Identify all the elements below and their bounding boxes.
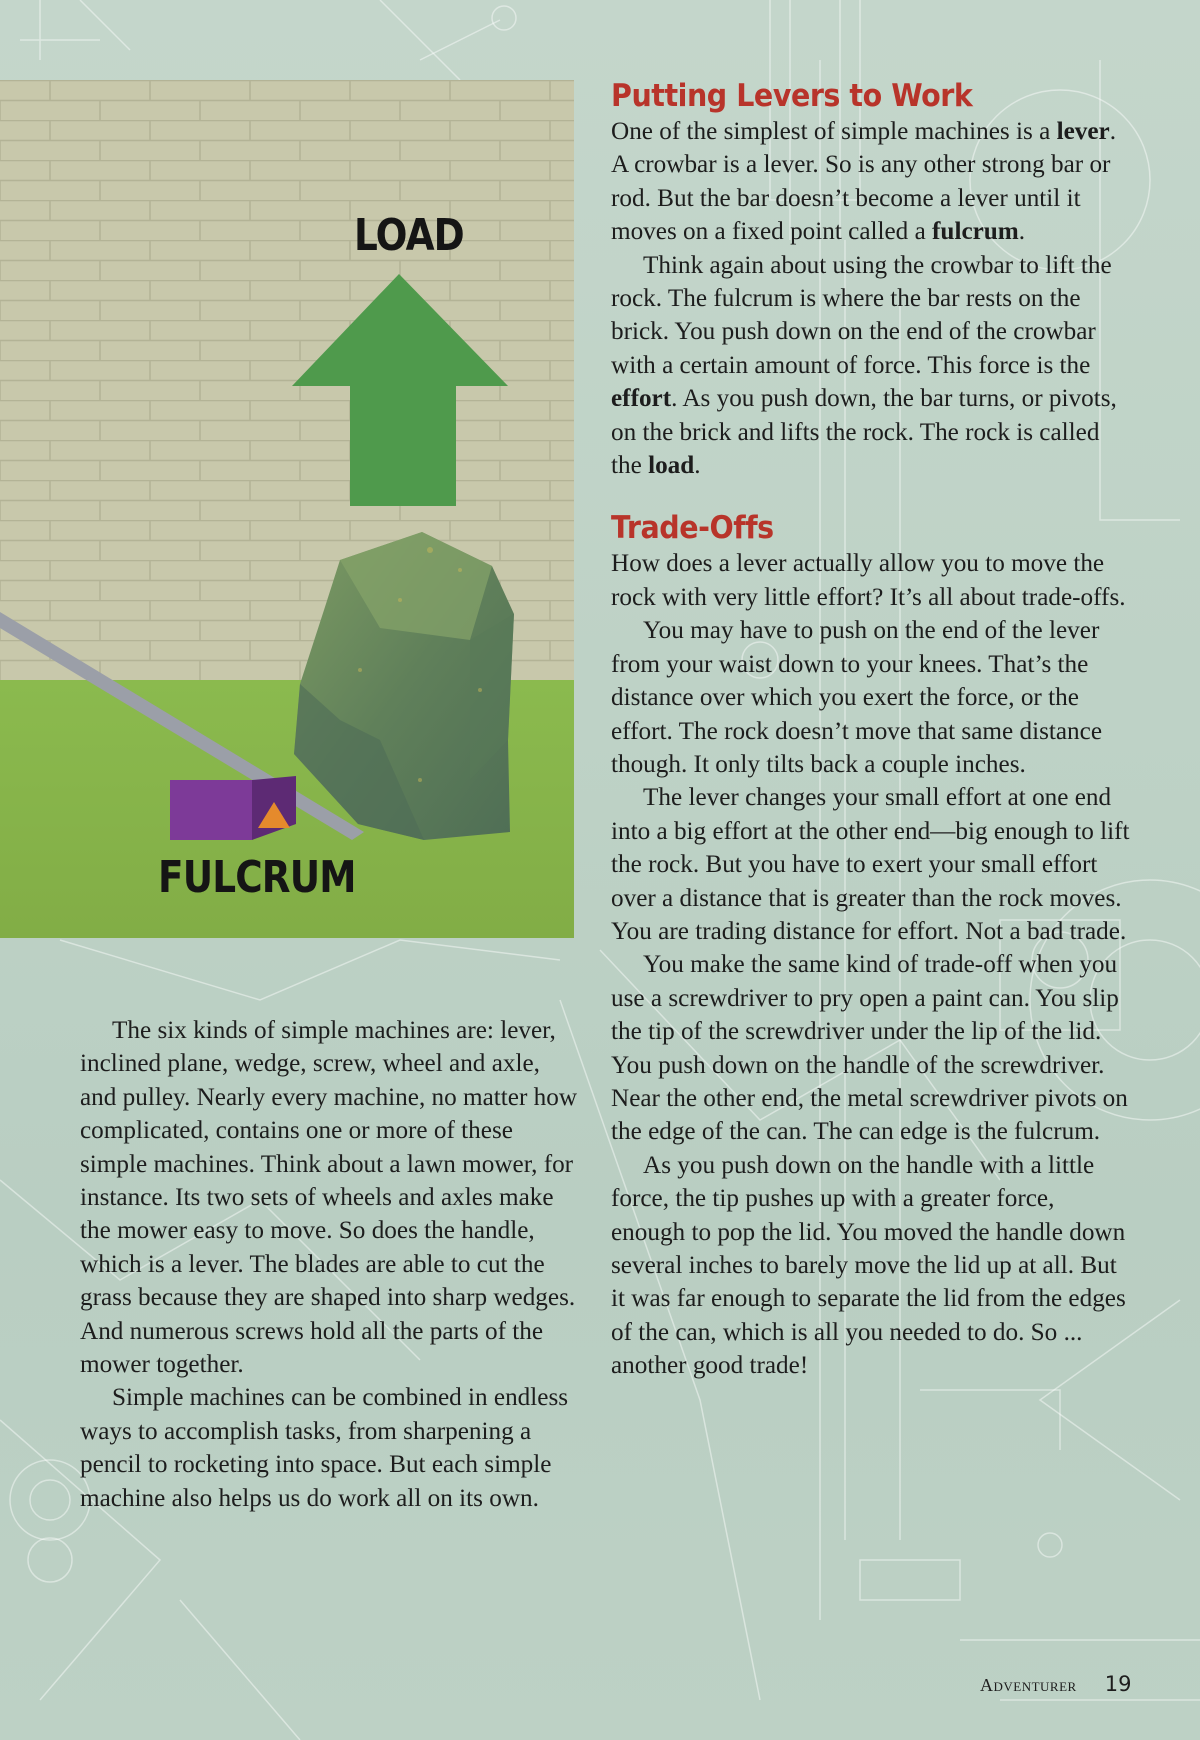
load-label: LOAD [354,210,464,261]
paragraph: Think again about using the crowbar to lift the rock. The fulcrum is where the bar rests on the brick. You push down on the end of the crowbar with a certain amount of force. This force is the effort. As you push down, the bar turns, or pivots, on the brick and lifts the rock. The rock is called the load. [611,251,1117,480]
term-load: load [648,452,695,480]
paragraph: Simple machines can be combined in endless ways to accomplish tasks, from sharpening a pencil to rocketing into space. But each simple machine also helps us do work all on its own. [80,1384,569,1512]
paragraph: How does a lever actually allow you to move the rock with very little effort? It’s all about trade-offs. [611,550,1126,611]
fulcrum-label: FULCRUM [158,852,356,903]
section-heading: Trade-Offs [611,510,774,547]
paragraph: One of the simplest of simple machines is a lever. A crowbar is a lever. So is any other strong bar or rod. But the bar doesn’t become a lever until it moves on a fixed point called a fulcrum. [611,118,1117,246]
paragraph: You make the same kind of trade-off when you use a screwdriver to pry open a paint can. You slip the tip of the screwdriver under the lip of the lid. You push down on the handle of the screwdriver. Near the other end, the metal screwdriver pivots on the edge of the can. The can edge is the fulcrum. [611,951,1128,1146]
lever-scene [0,80,574,938]
term-effort: effort [611,385,672,413]
page-footer [980,1672,1131,1697]
lever-illustration [0,80,574,938]
term-fulcrum: fulcrum [932,218,1019,246]
section-heading: Putting Levers to Work [611,78,973,114]
left-column [80,1014,580,1515]
page-number: 19 [1104,1672,1132,1696]
paragraph: The six kinds of simple machines are: lever, inclined plane, wedge, screw, wheel and axle, and pulley. Nearly every machine, no matter how complicated, contains one or more of these simple machines. Think about a lawn mower, for instance. Its two sets of wheels and axles make the mower easy to move. So does the handle, which is a lever. The blades are able to cut the grass because they are shaped into sharp wedges. And numerous screws hold all the parts of the mower together. [80,1017,578,1379]
publication-name: Adventurer [980,1675,1077,1695]
right-column [611,78,1131,1383]
paragraph: The lever changes your small effort at one end into a big effort at the other end—big enough to lift the rock. But you have to exert your small effort over a distance that is greater than the rock moves. You are trading distance for effort. Not a bad trade. [611,784,1130,945]
fulcrum-block-icon [170,780,252,840]
paragraph: As you push down on the handle with a little force, the tip pushes up with a greater force, enough to pop the lid. You moved the handle down several inches to barely move the lid up at all. But it was far enough to separate the lid from the edges of the can, which is all you needed to do. So ... another good trade! [611,1151,1126,1380]
paragraph: You may have to push on the end of the lever from your waist down to your knees. That’s the distance over which you exert the force, or the effort. The rock doesn’t move that same distance though. It only tilts back a couple inches. [611,617,1103,778]
term-lever: lever [1056,118,1110,145]
